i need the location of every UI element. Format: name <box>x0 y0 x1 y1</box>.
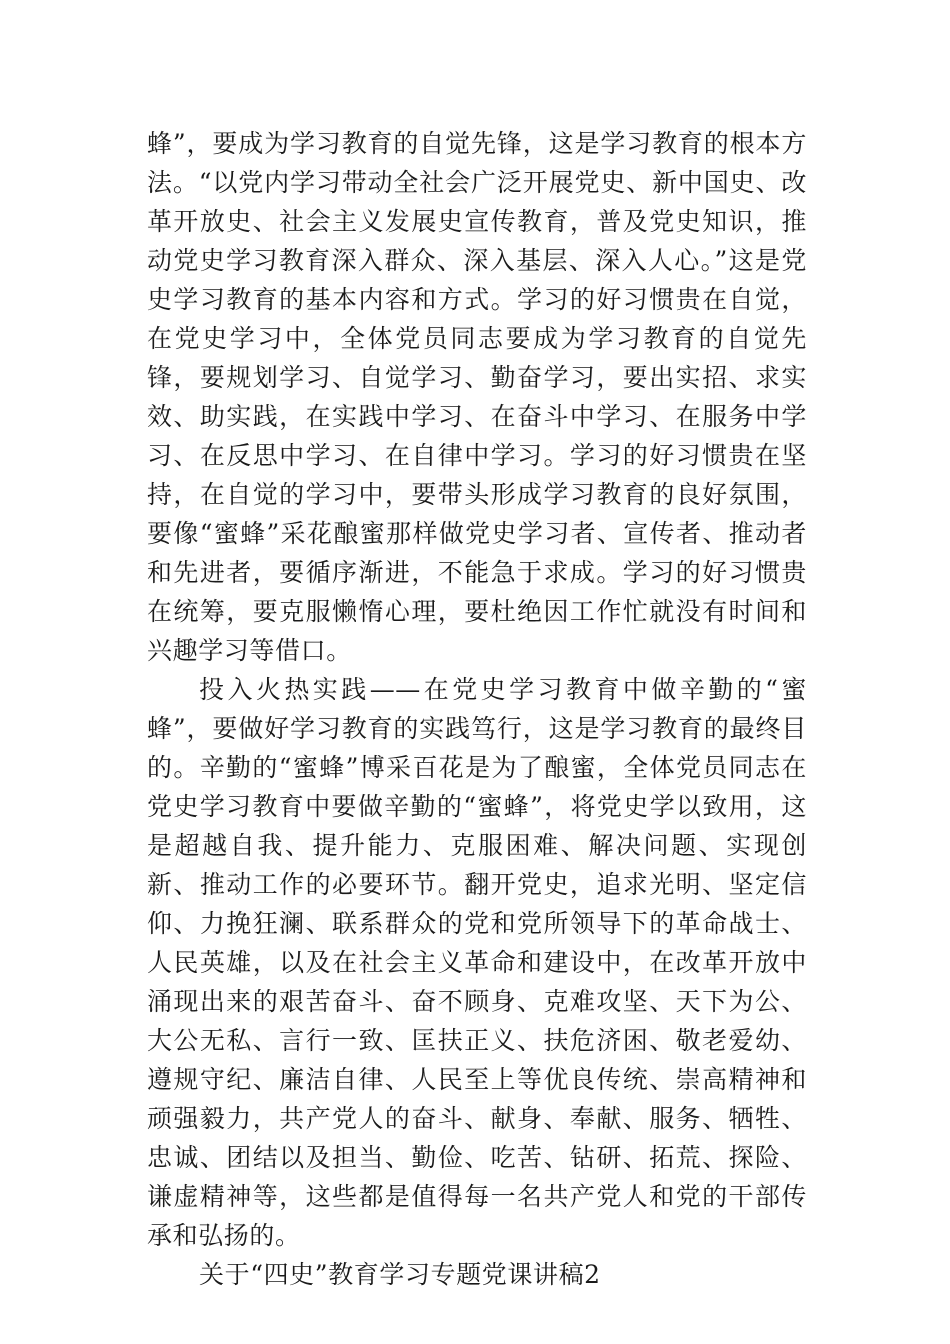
paragraph-continued: 蜂”，要成为学习教育的自觉先锋，这是学习教育的根本方法。“以党内学习带动全社会广泛开展党史、新中国史、改革开放史、社会主义发展史宣传教育，普及党史知识，推动党史学习教育深入群众、深入基层、深入人心。”这是党史学习教育的基本内容和方式。学习的好习惯贵在自觉，在党史学习中，全体党员同志要成为学习教育的自觉先锋，要规划学习、自觉学习、勤奋学习，要出实招、求实效、助实践，在实践中学习、在奋斗中学习、在服务中学习、在反思中学习、在自律中学习。学习的好习惯贵在坚持，在自觉的学习中，要带头形成学习教育的良好氛围，要像“蜜蜂”采花酿蜜那样做党史学习者、宣传者、推动者和先进者，要循序渐进，不能急于求成。学习的好习惯贵在统筹，要克服懒惰心理，要杜绝因工作忙就没有时间和兴趣学习等借口。 <box>147 129 807 665</box>
paragraph-practice: 投入火热实践——在党史学习教育中做辛勤的“蜜蜂”，要做好学习教育的实践笃行，这是学习教育的最终目的。辛勤的“蜜蜂”博采百花是为了酿蜜，全体党员同志在党史学习教育中要做辛勤的“蜜蜂”，将党史学以致用，这是超越自我、提升能力、克服困难、解决问题、实现创新、推动工作的必要环节。翻开党史，追求光明、坚定信仰、力挽狂澜、联系群众的党和党所领导下的革命战士、人民英雄，以及在社会主义革命和建设中，在改革开放中涌现出来的艰苦奋斗、奋不顾身、克难攻坚、天下为公、大公无私、言行一致、匡扶正义、扶危济困、敬老爱幼、遵规守纪、廉洁自律、人民至上等优良传统、崇高精神和顽强毅力，共产党人的奋斗、献身、奉献、服务、牺牲、忠诚、团结以及担当、勤俭、吃苦、钻研、拓荒、探险、谦虚精神等，这些都是值得每一名共产党人和党的干部传承和弘扬的。 <box>147 675 807 1250</box>
section-heading: 关于“四史”教育学习专题党课讲稿2 <box>199 1260 601 1289</box>
document-body <box>147 124 807 1294</box>
